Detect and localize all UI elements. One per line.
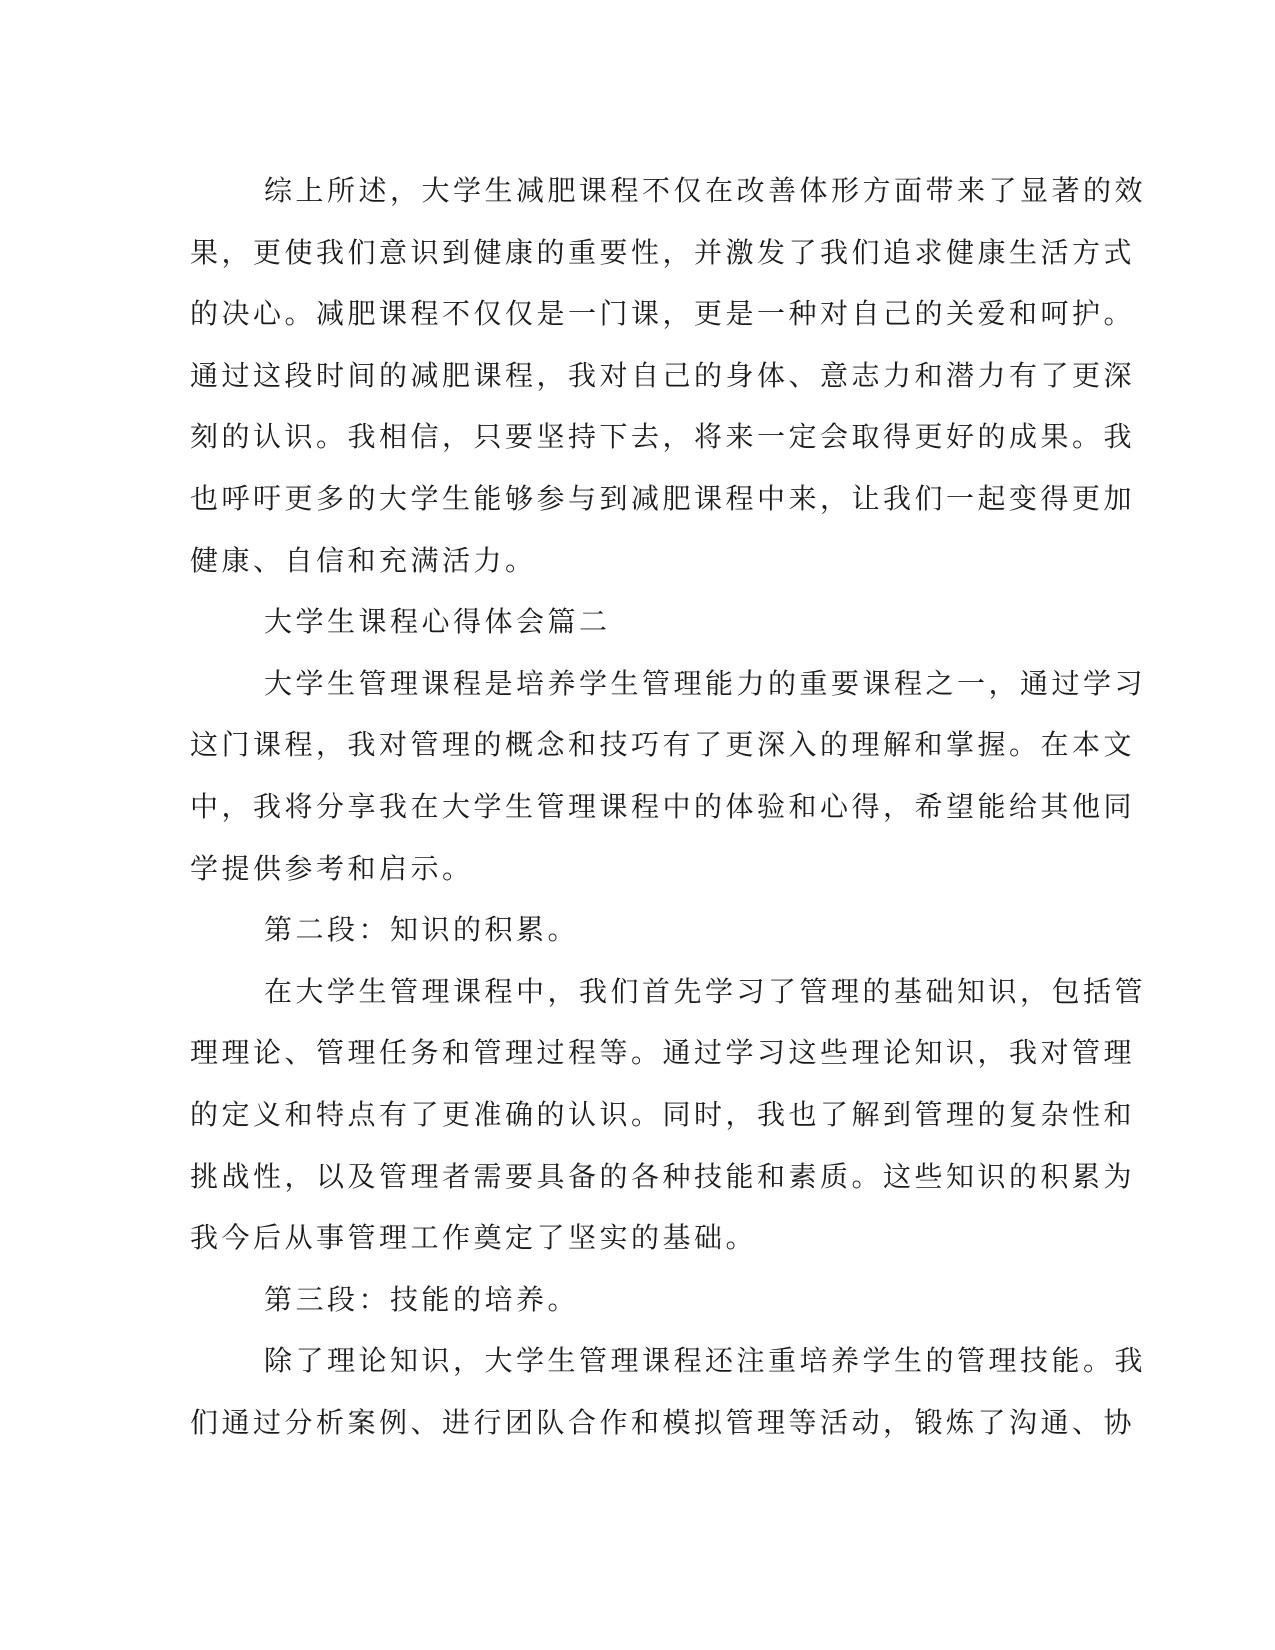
paragraph-line: 健康、自信和充满活力。: [190, 543, 537, 577]
paragraph-line: 的决心。减肥课程不仅仅是一门课，更是一种对自己的关爱和呵护。: [190, 297, 1136, 331]
section-heading: 大学生课程心得体会篇二: [264, 605, 611, 639]
paragraph-line: 除了理论知识，大学生管理课程还注重培养学生的管理技能。我: [264, 1344, 1147, 1378]
document-body: [190, 160, 1147, 1453]
paragraph-line: 果，更使我们意识到健康的重要性，并激发了我们追求健康生活方式: [190, 235, 1136, 269]
paragraph-line: 我今后从事管理工作奠定了坚实的基础。: [190, 1221, 758, 1255]
paragraph-line: 挑战性，以及管理者需要具备的各种技能和素质。这些知识的积累为: [190, 1159, 1136, 1193]
paragraph-line: 综上所述，大学生减肥课程不仅在改善体形方面带来了显著的效: [264, 174, 1147, 207]
paragraph-line: 这门课程，我对管理的概念和技巧有了更深入的理解和掌握。在本文: [190, 728, 1136, 762]
paragraph-line: 的定义和特点有了更准确的认识。同时，我也了解到管理的复杂性和: [190, 1097, 1136, 1131]
paragraph-line: 学提供参考和启示。: [190, 851, 474, 885]
section-heading: 第三段：技能的培养。: [264, 1282, 580, 1316]
paragraph-line: 通过这段时间的减肥课程，我对自己的身体、意志力和潜力有了更深: [190, 358, 1136, 392]
paragraph-line: 大学生管理课程是培养学生管理能力的重要课程之一，通过学习: [264, 666, 1147, 700]
section-heading: 第二段：知识的积累。: [264, 913, 580, 947]
paragraph-line: 中，我将分享我在大学生管理课程中的体验和心得，希望能给其他同: [190, 789, 1136, 823]
paragraph-line: 也呼吁更多的大学生能够参与到减肥课程中来，让我们一起变得更加: [190, 481, 1136, 515]
paragraph-line: 理理论、管理任务和管理过程等。通过学习这些理论知识，我对管理: [190, 1036, 1136, 1070]
paragraph-line: 在大学生管理课程中，我们首先学习了管理的基础知识，包括管: [264, 974, 1147, 1008]
paragraph-line: 刻的认识。我相信，只要坚持下去，将来一定会取得更好的成果。我: [190, 420, 1136, 454]
paragraph-line: 们通过分析案例、进行团队合作和模拟管理等活动，锻炼了沟通、协: [190, 1405, 1136, 1439]
